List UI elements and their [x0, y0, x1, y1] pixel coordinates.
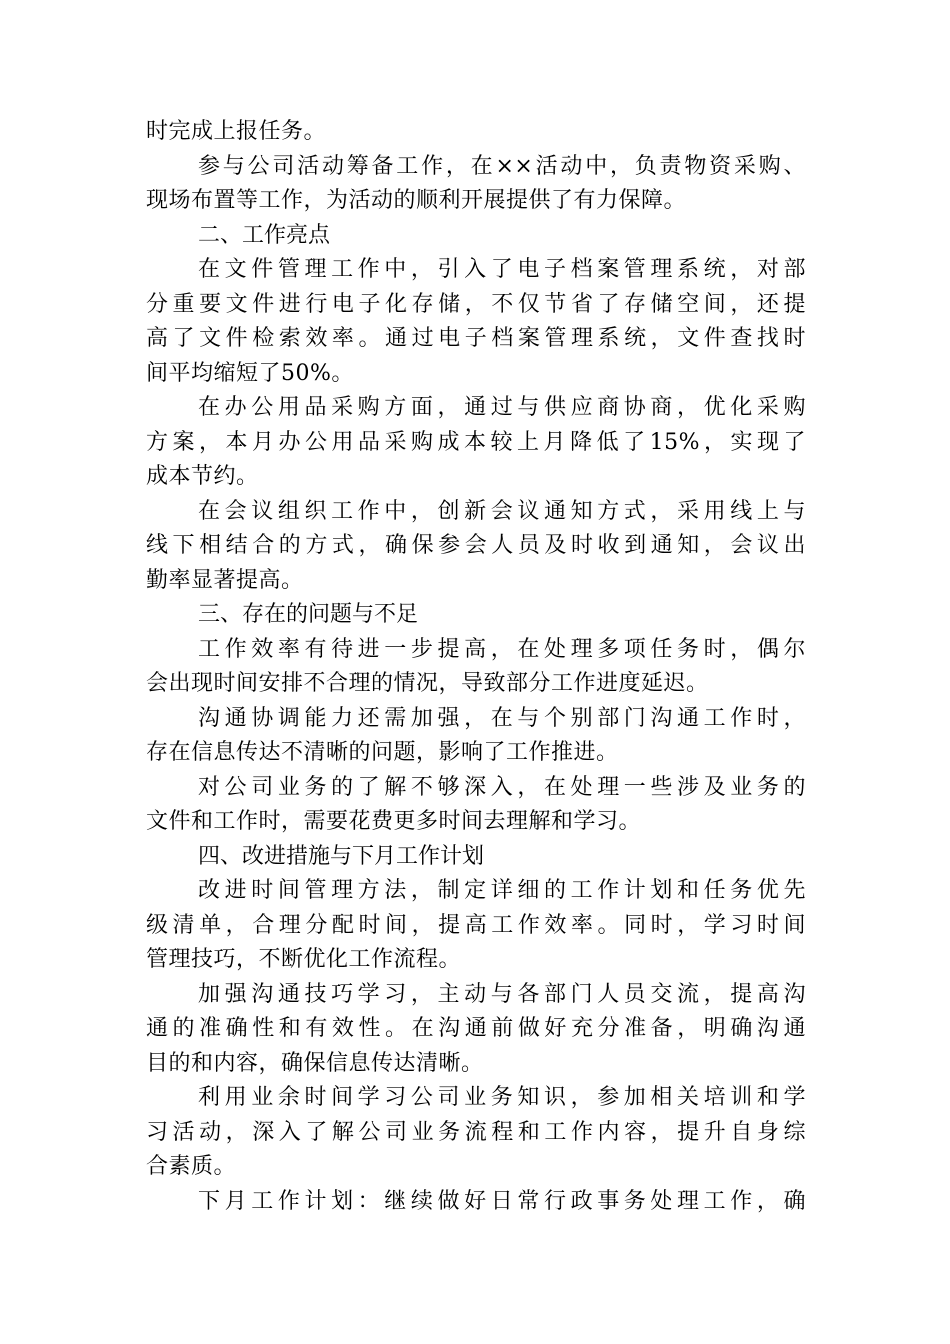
section-heading: 四、改进措施与下月工作计划 — [198, 843, 485, 869]
paragraph-line: 对公司业务的了解不够深入，在处理一些涉及业务的 — [198, 774, 806, 800]
paragraph-line: 在会议组织工作中，创新会议通知方式，采用线上与 — [198, 498, 806, 524]
paragraph-line: 间平均缩短了50%。 — [146, 360, 354, 386]
paragraph-line: 管理技巧，不断优化工作流程。 — [146, 947, 462, 972]
paragraph-line: 时完成上报任务。 — [146, 119, 327, 144]
paragraph-line: 利用业余时间学习公司业务知识，参加相关培训和学 — [198, 1085, 806, 1110]
document-body — [146, 115, 806, 1219]
section-heading: 三、存在的问题与不足 — [198, 602, 419, 627]
paragraph-line: 会出现时间安排不合理的情况，导致部分工作进度延迟。 — [146, 671, 709, 696]
paragraph-line: 现场布置等工作，为活动的顺利开展提供了有力保障。 — [146, 188, 687, 213]
paragraph-line: 合素质。 — [146, 1154, 237, 1179]
paragraph-line: 高了文件检索效率。通过电子档案管理系统，文件查找时 — [146, 326, 806, 351]
paragraph-line: 在文件管理工作中，引入了电子档案管理系统，对部 — [198, 257, 806, 282]
paragraph-line: 勤率显著提高。 — [146, 567, 304, 593]
paragraph-line: 线下相结合的方式，确保参会人员及时收到通知，会议出 — [146, 533, 806, 558]
paragraph-line: 改进时间管理方法，制定详细的工作计划和任务优先 — [198, 878, 806, 903]
paragraph-line: 分重要文件进行电子化存储，不仅节省了存储空间，还提 — [146, 291, 806, 317]
paragraph-line: 通的准确性和有效性。在沟通前做好充分准备，明确沟通 — [146, 1016, 806, 1041]
paragraph-line: 工作效率有待进一步提高，在处理多项任务时，偶尔 — [198, 636, 806, 662]
paragraph-line: 下月工作计划：继续做好日常行政事务处理工作，确 — [198, 1188, 806, 1214]
paragraph-line: 文件和工作时，需要花费更多时间去理解和学习。 — [146, 809, 642, 834]
paragraph-line: 沟通协调能力还需加强，在与个别部门沟通工作时， — [198, 705, 806, 731]
paragraph-line: 在办公用品采购方面，通过与供应商协商，优化采购 — [198, 395, 806, 420]
paragraph-line: 级清单，合理分配时间，提高工作效率。同时，学习时间 — [146, 912, 806, 938]
paragraph-line: 习活动，深入了解公司业务流程和工作内容，提升自身综 — [146, 1119, 806, 1145]
paragraph-line: 方案，本月办公用品采购成本较上月降低了15%，实现了 — [146, 429, 806, 455]
paragraph-line: 存在信息传达不清晰的问题，影响了工作推进。 — [146, 740, 619, 765]
paragraph-line: 成本节约。 — [146, 464, 259, 489]
paragraph-line: 加强沟通技巧学习，主动与各部门人员交流，提高沟 — [198, 981, 806, 1007]
paragraph-line: 目的和内容，确保信息传达清晰。 — [146, 1050, 484, 1076]
section-heading: 二、工作亮点 — [198, 222, 331, 248]
paragraph-line: 参与公司活动筹备工作，在××活动中，负责物资采购、 — [198, 153, 806, 179]
